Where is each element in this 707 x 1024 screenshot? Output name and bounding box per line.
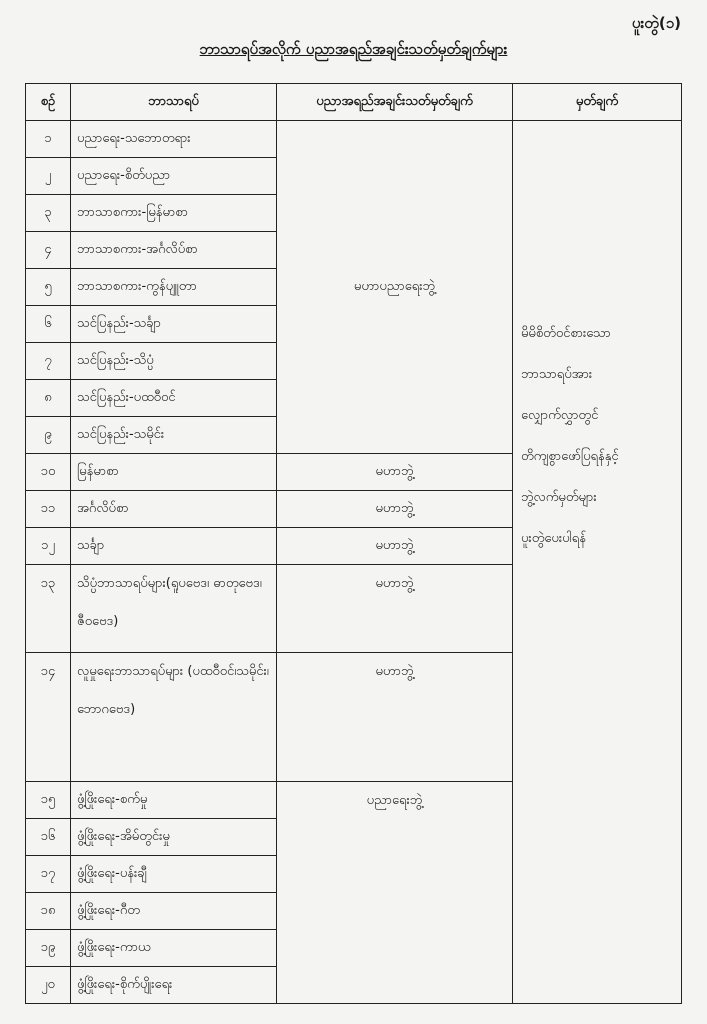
subject-cell: အင်္ဂလိပ်စာ bbox=[71, 491, 277, 528]
row-number: ၁၈ bbox=[26, 893, 71, 930]
subject-cell: ဘာသာစကား-မြန်မာစာ bbox=[71, 195, 277, 232]
subject-cell: ဖွံ့ဖြိုးရေး-ပန်းချီ bbox=[71, 856, 277, 893]
remark-line: တိကျစွာဖော်ပြရန်နှင့် bbox=[521, 449, 619, 464]
subject-cell: သင်ပြနည်း-သမိုင်း bbox=[71, 417, 277, 454]
row-number: ၁၀ bbox=[26, 454, 71, 491]
row-number: ၅ bbox=[26, 269, 71, 306]
qualification-table bbox=[25, 83, 682, 1004]
subject-cell: ဖွံ့ဖြိုးရေး-စိုက်ပျိုးရေး bbox=[71, 967, 277, 1004]
qualification-cell: မဟာဘွဲ့ bbox=[277, 491, 513, 528]
qualification-cell: မဟာဘွဲ့ bbox=[277, 653, 513, 782]
qualification-cell: မဟာပညာရေးဘွဲ့ bbox=[277, 121, 513, 454]
subject-cell: ဖွံ့ဖြိုးရေး-ကာယ bbox=[71, 930, 277, 967]
qualification-cell: မဟာဘွဲ့ bbox=[277, 565, 513, 653]
row-number: ၂၀ bbox=[26, 967, 71, 1004]
row-number: ၁၄ bbox=[26, 653, 71, 782]
row-number: ၂ bbox=[26, 158, 71, 195]
subject-cell: ပညာရေး-သဘောတရား bbox=[71, 121, 277, 158]
remark-line: ဘာသာရပ်အား bbox=[521, 367, 593, 382]
subject-cell: သင်ပြနည်း-သင်္ချာ bbox=[71, 306, 277, 343]
subject-cell: ဖွံ့ဖြိုးရေး-စက်မှု bbox=[71, 782, 277, 819]
row-number: ၁၁ bbox=[26, 491, 71, 528]
subject-cell: လူမှုရေးဘာသာရပ်များ (ပထဝီဝင်၊သမိုင်း၊ ဘောဂဗေဒ) bbox=[71, 653, 277, 782]
remark-line: မိမိစိတ်ဝင်စားသော bbox=[521, 326, 611, 341]
remark-line: ဘွဲ့လက်မှတ်များ bbox=[521, 490, 597, 505]
subject-cell: သင်္ချာ bbox=[71, 528, 277, 565]
qualification-cell: မဟာဘွဲ့ bbox=[277, 454, 513, 491]
row-number: ၃ bbox=[26, 195, 71, 232]
qualification-cell: မဟာဘွဲ့ bbox=[277, 528, 513, 565]
subject-cell: ဖွံ့ဖြိုးရေး-ဂီတ bbox=[71, 893, 277, 930]
row-number: ၁၅ bbox=[26, 782, 71, 819]
subject-cell: သိပ္ပံဘာသာရပ်များ(ရူပဗေဒ၊ ဓာတုဗေဒ၊ ဇီဝဗေဒ) bbox=[71, 565, 277, 653]
subject-cell: ပညာရေး-စိတ်ပညာ bbox=[71, 158, 277, 195]
subject-cell: သင်ပြနည်း-သိပ္ပံ bbox=[71, 343, 277, 380]
subject-cell: သင်ပြနည်း-ပထဝီဝင် bbox=[71, 380, 277, 417]
row-number: ၁ bbox=[26, 121, 71, 158]
table-row bbox=[26, 121, 682, 158]
table-header-row bbox=[26, 84, 682, 121]
remark-line: လျှောက်လွှာတွင် bbox=[521, 408, 599, 423]
qualification-cell: ပညာရေးဘွဲ့ bbox=[277, 782, 513, 1004]
row-number: ၁၂ bbox=[26, 528, 71, 565]
header-no: စဉ် bbox=[26, 84, 71, 121]
row-number: ၁၆ bbox=[26, 819, 71, 856]
header-remark: မှတ်ချက် bbox=[513, 84, 682, 121]
row-number: ၁၉ bbox=[26, 930, 71, 967]
remark-cell bbox=[513, 121, 682, 1004]
row-number: ၁၃ bbox=[26, 565, 71, 653]
document-title: ဘာသာရပ်အလိုက် ပညာအရည်အချင်းသတ်မှတ်ချက်များ bbox=[199, 40, 508, 58]
row-number: ၁၇ bbox=[26, 856, 71, 893]
subject-cell: ဘာသာစကား-ကွန်ပျူတာ bbox=[71, 269, 277, 306]
remark-line: ပူးတွဲပေးပါရန် bbox=[521, 531, 586, 546]
subject-cell: ဘာသာစကား-အင်္ဂလိပ်စာ bbox=[71, 232, 277, 269]
row-number: ၄ bbox=[26, 232, 71, 269]
subject-cell: မြန်မာစာ bbox=[71, 454, 277, 491]
page-number: ပူးတွဲ(၁) bbox=[631, 14, 681, 32]
row-number: ၆ bbox=[26, 306, 71, 343]
header-qualification: ပညာအရည်အချင်းသတ်မှတ်ချက် bbox=[277, 84, 513, 121]
row-number: ၉ bbox=[26, 417, 71, 454]
header-subject: ဘာသာရပ် bbox=[71, 84, 277, 121]
row-number: ၈ bbox=[26, 380, 71, 417]
row-number: ၇ bbox=[26, 343, 71, 380]
subject-cell: ဖွံ့ဖြိုးရေး-အိမ်တွင်းမှု bbox=[71, 819, 277, 856]
